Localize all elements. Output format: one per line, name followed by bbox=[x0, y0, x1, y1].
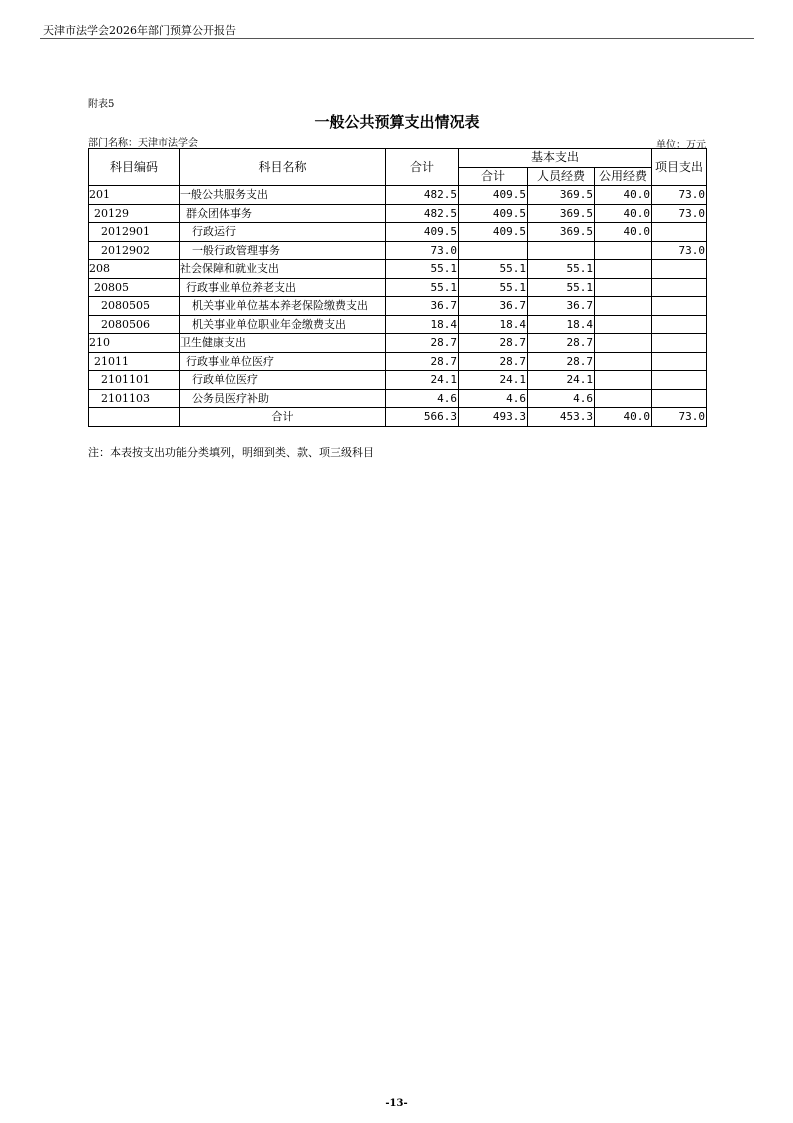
row-public bbox=[595, 315, 652, 334]
col-header-code: 科目编码 bbox=[89, 149, 180, 186]
row-basic-total: 36.7 bbox=[459, 297, 528, 316]
row-public bbox=[595, 334, 652, 353]
total-row-project: 73.0 bbox=[652, 408, 707, 427]
row-code: 20129 bbox=[89, 204, 180, 223]
row-basic-total: 28.7 bbox=[459, 334, 528, 353]
total-row bbox=[89, 408, 707, 427]
row-project bbox=[652, 371, 707, 390]
row-code: 2101101 bbox=[89, 371, 180, 390]
total-row-personnel: 453.3 bbox=[528, 408, 595, 427]
row-code: 2101103 bbox=[89, 389, 180, 408]
row-name: 行政事业单位养老支出 bbox=[180, 278, 386, 297]
table-row bbox=[89, 389, 707, 408]
row-personnel: 4.6 bbox=[528, 389, 595, 408]
row-public bbox=[595, 371, 652, 390]
table-row bbox=[89, 204, 707, 223]
row-total: 28.7 bbox=[386, 352, 459, 371]
row-project: 73.0 bbox=[652, 186, 707, 205]
row-total: 482.5 bbox=[386, 204, 459, 223]
row-basic-total: 409.5 bbox=[459, 223, 528, 242]
row-personnel: 18.4 bbox=[528, 315, 595, 334]
row-project bbox=[652, 297, 707, 316]
row-total: 4.6 bbox=[386, 389, 459, 408]
row-basic-total: 18.4 bbox=[459, 315, 528, 334]
total-row-label: 合计 bbox=[180, 408, 386, 427]
col-header-project: 项目支出 bbox=[652, 149, 707, 186]
row-public: 40.0 bbox=[595, 186, 652, 205]
row-personnel bbox=[528, 241, 595, 260]
row-personnel: 55.1 bbox=[528, 278, 595, 297]
row-name: 行政事业单位医疗 bbox=[180, 352, 386, 371]
table-title: 一般公共预算支出情况表 bbox=[314, 113, 480, 131]
row-total: 73.0 bbox=[386, 241, 459, 260]
row-personnel: 369.5 bbox=[528, 186, 595, 205]
table-row bbox=[89, 352, 707, 371]
row-total: 55.1 bbox=[386, 278, 459, 297]
row-public bbox=[595, 389, 652, 408]
row-public bbox=[595, 260, 652, 279]
row-code: 2012902 bbox=[89, 241, 180, 260]
row-public bbox=[595, 297, 652, 316]
table-row bbox=[89, 186, 707, 205]
row-project: 73.0 bbox=[652, 204, 707, 223]
row-basic-total: 28.7 bbox=[459, 352, 528, 371]
row-code: 208 bbox=[89, 260, 180, 279]
row-code: 210 bbox=[89, 334, 180, 353]
row-total: 409.5 bbox=[386, 223, 459, 242]
row-public bbox=[595, 241, 652, 260]
total-row-total: 566.3 bbox=[386, 408, 459, 427]
row-public: 40.0 bbox=[595, 204, 652, 223]
row-total: 36.7 bbox=[386, 297, 459, 316]
row-name: 群众团体事务 bbox=[180, 204, 386, 223]
row-name: 行政运行 bbox=[180, 223, 386, 242]
row-project bbox=[652, 278, 707, 297]
attachment-label: 附表5 bbox=[88, 99, 115, 110]
total-row-public: 40.0 bbox=[595, 408, 652, 427]
table-row bbox=[89, 260, 707, 279]
table-row bbox=[89, 297, 707, 316]
row-project bbox=[652, 315, 707, 334]
table-footnote: 注：本表按支出功能分类填列，明细到类、款、项三级科目 bbox=[88, 446, 374, 459]
department-name: 部门名称：天津市法学会 bbox=[88, 138, 198, 149]
row-name: 社会保障和就业支出 bbox=[180, 260, 386, 279]
table-row bbox=[89, 334, 707, 353]
row-code: 21011 bbox=[89, 352, 180, 371]
row-name: 卫生健康支出 bbox=[180, 334, 386, 353]
row-public bbox=[595, 278, 652, 297]
row-project bbox=[652, 352, 707, 371]
row-public: 40.0 bbox=[595, 223, 652, 242]
total-row-code-empty bbox=[89, 408, 180, 427]
row-personnel: 24.1 bbox=[528, 371, 595, 390]
table-row bbox=[89, 315, 707, 334]
col-header-basic: 基本支出 bbox=[459, 149, 652, 168]
budget-expenditure-table bbox=[88, 148, 707, 427]
row-name: 机关事业单位职业年金缴费支出 bbox=[180, 315, 386, 334]
row-name: 行政单位医疗 bbox=[180, 371, 386, 390]
page-number: -13- bbox=[385, 1098, 408, 1109]
col-header-public: 公用经费 bbox=[595, 167, 652, 186]
row-basic-total: 409.5 bbox=[459, 204, 528, 223]
row-personnel: 55.1 bbox=[528, 260, 595, 279]
row-code: 20805 bbox=[89, 278, 180, 297]
row-code: 2080506 bbox=[89, 315, 180, 334]
row-basic-total: 55.1 bbox=[459, 260, 528, 279]
col-header-total: 合计 bbox=[386, 149, 459, 186]
row-total: 18.4 bbox=[386, 315, 459, 334]
row-name: 公务员医疗补助 bbox=[180, 389, 386, 408]
row-personnel: 28.7 bbox=[528, 334, 595, 353]
unit-label: 单位：万元 bbox=[656, 140, 706, 151]
row-code: 2080505 bbox=[89, 297, 180, 316]
row-total: 24.1 bbox=[386, 371, 459, 390]
row-public bbox=[595, 352, 652, 371]
row-code: 201 bbox=[89, 186, 180, 205]
row-project bbox=[652, 389, 707, 408]
row-project: 73.0 bbox=[652, 241, 707, 260]
row-basic-total: 24.1 bbox=[459, 371, 528, 390]
row-project bbox=[652, 223, 707, 242]
table-row bbox=[89, 223, 707, 242]
col-header-basic-total: 合计 bbox=[459, 167, 528, 186]
row-personnel: 36.7 bbox=[528, 297, 595, 316]
total-row-basic-total: 493.3 bbox=[459, 408, 528, 427]
row-total: 28.7 bbox=[386, 334, 459, 353]
row-personnel: 369.5 bbox=[528, 223, 595, 242]
row-basic-total bbox=[459, 241, 528, 260]
row-personnel: 369.5 bbox=[528, 204, 595, 223]
row-project bbox=[652, 260, 707, 279]
row-total: 55.1 bbox=[386, 260, 459, 279]
row-name: 一般公共服务支出 bbox=[180, 186, 386, 205]
row-basic-total: 4.6 bbox=[459, 389, 528, 408]
document-header-title: 天津市法学会2026年部门预算公开报告 bbox=[43, 24, 236, 37]
row-name: 一般行政管理事务 bbox=[180, 241, 386, 260]
col-header-name: 科目名称 bbox=[180, 149, 386, 186]
row-basic-total: 55.1 bbox=[459, 278, 528, 297]
header-divider bbox=[40, 38, 754, 39]
table-row bbox=[89, 241, 707, 260]
row-total: 482.5 bbox=[386, 186, 459, 205]
table-row bbox=[89, 371, 707, 390]
col-header-personnel: 人员经费 bbox=[528, 167, 595, 186]
row-name: 机关事业单位基本养老保险缴费支出 bbox=[180, 297, 386, 316]
row-project bbox=[652, 334, 707, 353]
row-personnel: 28.7 bbox=[528, 352, 595, 371]
table-row bbox=[89, 278, 707, 297]
row-code: 2012901 bbox=[89, 223, 180, 242]
row-basic-total: 409.5 bbox=[459, 186, 528, 205]
